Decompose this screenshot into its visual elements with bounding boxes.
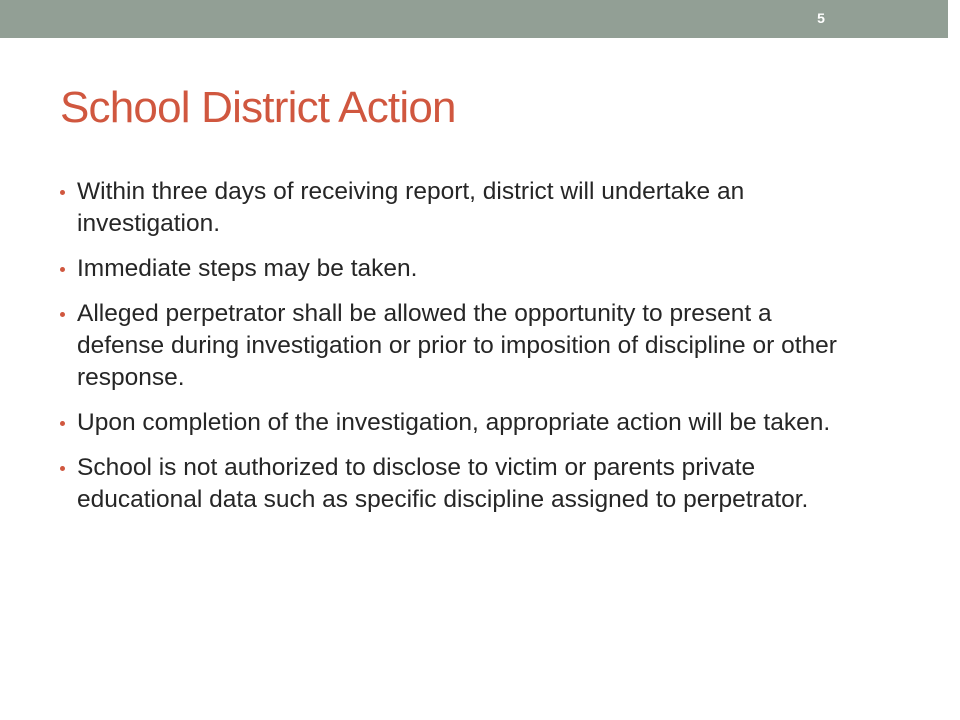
bullet-dot-icon bbox=[60, 421, 65, 426]
bullet-item bbox=[60, 253, 860, 285]
bullet-item bbox=[60, 298, 860, 394]
bullet-text: School is not authorized to disclose to victim or parents private educational data such as specific discipline assigned to perpetrator. bbox=[77, 454, 809, 513]
bullet-text: Within three days of receiving report, district will undertake an investigation. bbox=[77, 178, 745, 237]
slide-title: School District Action bbox=[60, 83, 456, 132]
bullet-item bbox=[60, 176, 860, 240]
header-bar bbox=[0, 0, 948, 38]
bullet-text: Upon completion of the investigation, appropriate action will be taken. bbox=[77, 409, 831, 436]
bullet-dot-icon bbox=[60, 190, 65, 195]
bullet-text: Immediate steps may be taken. bbox=[77, 255, 418, 282]
bullet-dot-icon bbox=[60, 267, 65, 272]
bullet-item bbox=[60, 452, 860, 516]
bullet-dot-icon bbox=[60, 466, 65, 471]
slide-number: 5 bbox=[817, 10, 825, 26]
bullet-dot-icon bbox=[60, 312, 65, 317]
bullet-list bbox=[60, 176, 860, 529]
bullet-item bbox=[60, 407, 860, 439]
bullet-text: Alleged perpetrator shall be allowed the opportunity to present a defense during investigation or prior to imposition of discipline or other response. bbox=[77, 300, 837, 391]
